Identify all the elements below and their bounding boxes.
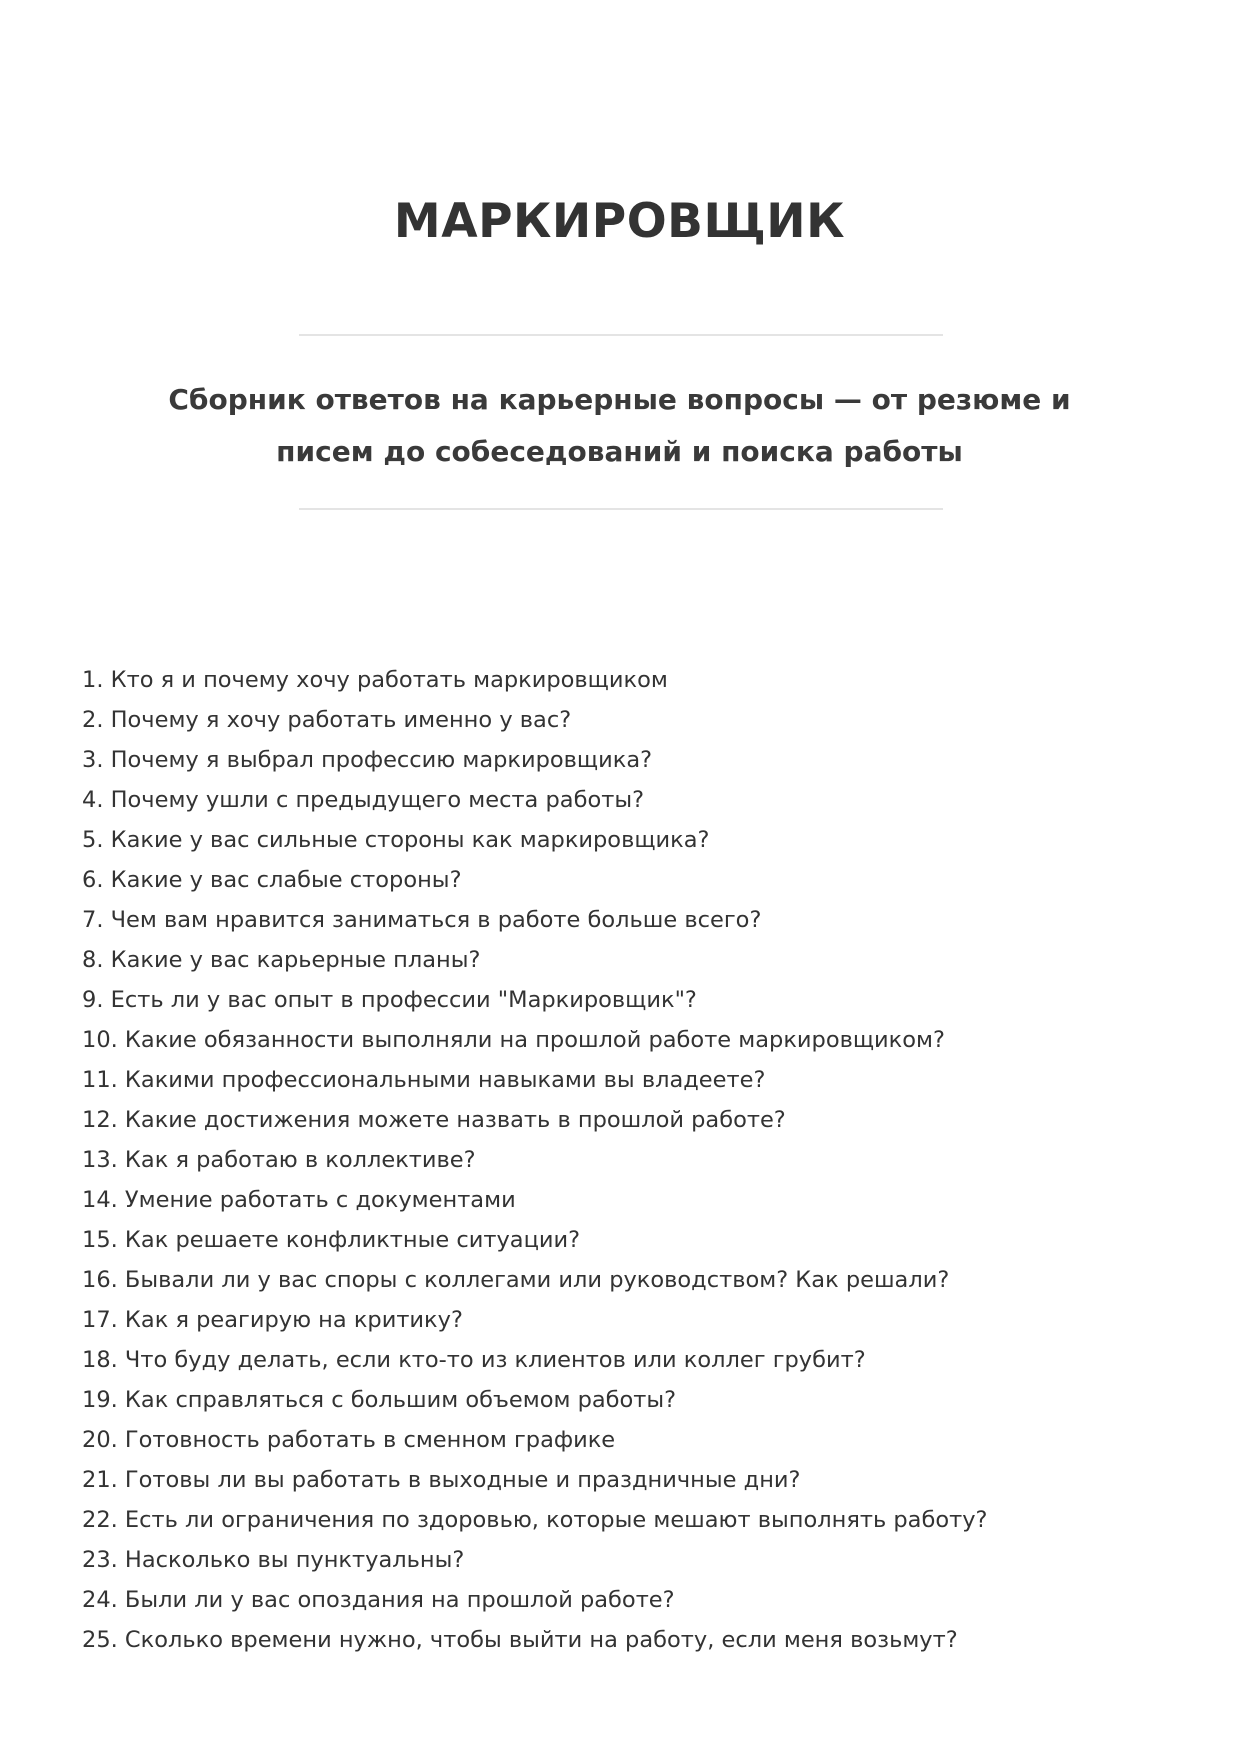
question-item: 9. Есть ли у вас опыт в профессии "Маркировщик"?	[82, 987, 697, 1013]
question-item: 15. Как решаете конфликтные ситуации?	[82, 1227, 581, 1253]
question-item: 24. Были ли у вас опоздания на прошлой работе?	[82, 1587, 675, 1613]
question-item: 21. Готовы ли вы работать в выходные и праздничные дни?	[82, 1467, 801, 1493]
question-item: 20. Готовность работать в сменном графике	[82, 1427, 616, 1453]
question-item: 13. Как я работаю в коллективе?	[82, 1147, 476, 1173]
top-divider	[299, 334, 943, 336]
page-subtitle: Сборник ответов на карьерные вопросы — от резюме и писем до собеседований и поиска работы	[168, 383, 1071, 468]
question-item: 10. Какие обязанности выполняли на прошлой работе маркировщиком?	[82, 1027, 945, 1053]
question-item: 5. Какие у вас сильные стороны как маркировщика?	[82, 827, 710, 853]
question-item: 17. Как я реагирую на критику?	[82, 1307, 463, 1333]
page-title: МАРКИРОВЩИК	[393, 194, 846, 249]
question-item: 12. Какие достижения можете назвать в прошлой работе?	[82, 1107, 786, 1133]
question-item: 3. Почему я выбрал профессию маркировщика?	[82, 747, 653, 773]
question-item: 25. Сколько времени нужно, чтобы выйти на работу, если меня возьмут?	[82, 1627, 958, 1653]
question-item: 22. Есть ли ограничения по здоровью, которые мешают выполнять работу?	[82, 1507, 988, 1533]
question-item: 14. Умение работать с документами	[82, 1187, 516, 1213]
question-item: 23. Насколько вы пунктуальны?	[82, 1547, 465, 1573]
question-item: 11. Какими профессиональными навыками вы владеете?	[82, 1067, 766, 1093]
question-item: 7. Чем вам нравится заниматься в работе больше всего?	[82, 907, 762, 933]
bottom-divider	[299, 508, 943, 510]
question-item: 8. Какие у вас карьерные планы?	[82, 947, 481, 973]
question-item: 18. Что буду делать, если кто-то из клиентов или коллег грубит?	[82, 1347, 866, 1373]
question-item: 19. Как справляться с большим объемом работы?	[82, 1387, 677, 1413]
question-list	[82, 660, 1162, 1660]
question-item: 4. Почему ушли с предыдущего места работы?	[82, 787, 645, 813]
question-item: 16. Бывали ли у вас споры с коллегами или руководством? Как решали?	[82, 1267, 950, 1293]
question-item: 6. Какие у вас слабые стороны?	[82, 867, 462, 893]
question-item: 2. Почему я хочу работать именно у вас?	[82, 707, 572, 733]
question-item: 1. Кто я и почему хочу работать маркировщиком	[82, 667, 668, 693]
